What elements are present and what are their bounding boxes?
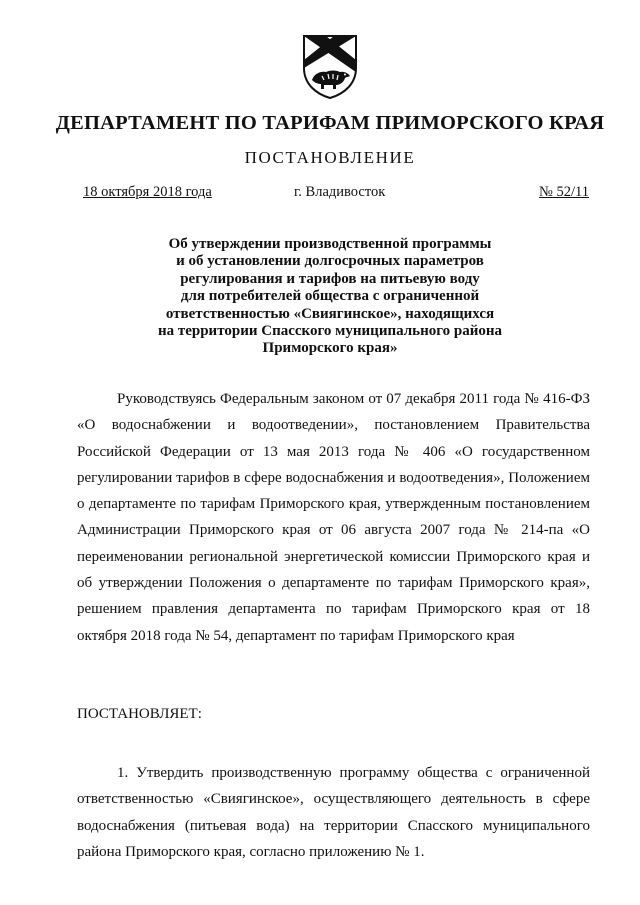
preamble-paragraph: Руководствуясь Федеральным законом от 07 декабря 2011 года № 416-ФЗ «О водоснабжении и водоотведении», постановлением Правительства Российской Федерации от 13 мая 2013 года № 406 «О государственном регулировании тарифов в сфере водоснабжения и водоотведения», Положением о департаменте по тарифам Приморского края, утвержденным постановлением Администрации Приморского края от 06 августа 2007 года № 214-па «О переименовании региональной энергетической комиссии Приморского края и об утверждении Положения о департаменте по тарифам Приморского края», решением правления департамента по тарифам Приморского края от 18 октября 2018 года № 54, департамент по тарифам Приморского края — [77, 391, 590, 644]
document-subject — [100, 236, 560, 358]
document-type: ПОСТАНОВЛЕНИЕ — [244, 148, 416, 167]
subject-line: регулирования и тарифов на питьевую воду — [180, 270, 480, 287]
subject-line: Приморского края» — [262, 340, 398, 357]
subject-line: ответственностью «Свиягинское», находящихся — [165, 305, 495, 322]
document-city: г. Владивосток — [294, 184, 386, 200]
primorsky-krai-coat-of-arms-icon — [300, 34, 360, 100]
department-title: ДЕПАРТАМЕНТ ПО ТАРИФАМ ПРИМОРСКОГО КРАЯ — [55, 112, 605, 134]
subject-line: Об утверждении производственной программы — [168, 236, 492, 252]
document-number: № 52/11 — [539, 184, 589, 200]
subject-line: для потребителей общества с ограниченной — [180, 288, 480, 305]
resolution-item-1: 1. Утвердить производственную программу общества с ограниченной ответственностью «Свиягинское», осуществляющего деятельность в сфере водоснабжения (питьевая вода) на территории Спасского муниципального района Приморского края, согласно приложению № 1. — [77, 765, 590, 860]
subject-line: на территории Спасского муниципального района — [157, 323, 503, 340]
document-meta-row — [83, 184, 589, 204]
document-date: 18 октября 2018 года — [83, 184, 212, 200]
subject-line: и об установлении долгосрочных параметров — [176, 253, 484, 270]
resolve-heading: ПОСТАНОВЛЯЕТ: — [77, 706, 202, 722]
